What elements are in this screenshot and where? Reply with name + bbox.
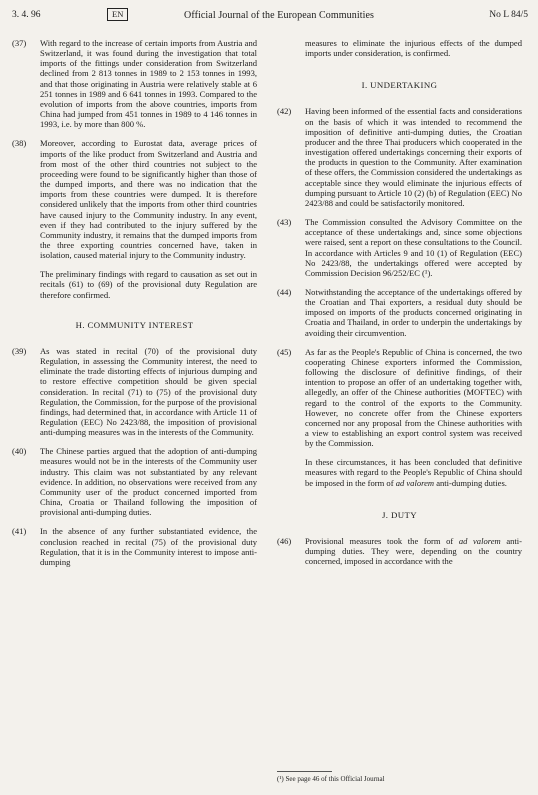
recital-38-conclusion: The preliminary findings with regard to causation as set out in recitals (61) to (69) of the provisional duty Regulation are therefore confirmed. xyxy=(40,269,257,300)
recital-text: As was stated in recital (70) of the provisional duty Regulation, in assessing the Community interest, the need to eliminate the trade distorting effects of injurious dumping and to restore effective competition should be given special consideration. In recital (71) to (75) of the provisional duty Regulation, the Commission, for the purpose of the provisional findings, had determined that, in accordance with Article 11 of Regulation (EEC) No 2423/88, the imposition of provisional anti-dumping measures was in the interests of the Community. xyxy=(40,345,257,438)
recital-number: (41) xyxy=(12,526,27,537)
page-reference: No L 84/5 xyxy=(489,10,528,20)
recital-number: (39) xyxy=(12,345,27,356)
right-column xyxy=(277,38,522,575)
text-run: In these circumstances, it has been concluded that definitive measures with regard to the People's Republic of China should be imposed in the form of xyxy=(305,457,522,488)
recital-text xyxy=(305,536,522,566)
page-header xyxy=(12,6,528,24)
recital-41-continuation: measures to eliminate the injurious effects of the dumped imports under consideration, is confirmed. xyxy=(305,38,522,59)
italic-term: ad valorem xyxy=(458,535,501,546)
left-column xyxy=(12,38,257,576)
recital-text: Moreover, according to Eurostat data, average prices of imports of the like product from Switzerland and Austria and from most of the other third countries not subject to the proceeding were found to be significantly higher than those of the dumped imports, and there was no indication that the imports from these countries were dumped. It is therefore considered unlikely that the imports from other third countries have caused injury to the Community industry. In any event, even if they had contributed to the injury suffered by the Community industry, it remains that the dumped imports from the three exporting countries concerned have, taken in isolation, caused material injury to the Community industry. xyxy=(40,138,257,261)
recital-number: (44) xyxy=(277,286,292,297)
recital-number: (45) xyxy=(277,346,292,357)
recital-number: (38) xyxy=(12,138,27,149)
recital-46 xyxy=(277,536,522,566)
text-run: anti-dumping duties. They were, depending on the country concerned, imposed in accordance with the xyxy=(305,535,522,567)
recital-45-conclusion xyxy=(277,457,522,487)
recital-38 xyxy=(12,138,257,260)
recital-number: (40) xyxy=(12,446,27,457)
recital-text: Having been informed of the essential facts and considerations on the basis of which it was intended to recommend the imposition of definitive anti-dumping duties, the Croatian producer and the three Thai producers which cooperated in the investigation offered undertakings concerning their exports of the products in question to the Community. After examination of these offers, the Commission considered the undertakings as acceptable since they would eliminate the injurious effects of dumping pursuant to Article 10 (2) (b) of Regulation (EEC) No 2423/88 and could be satisfactorily monitored. xyxy=(305,106,522,208)
italic-term: ad valorem xyxy=(395,477,435,488)
recital-41 xyxy=(12,526,257,567)
journal-title: Official Journal of the European Communities xyxy=(184,10,375,21)
text-run: anti-dumping duties. xyxy=(434,477,507,488)
recital-text: The Chinese parties argued that the adoption of anti-dumping measures would not be in the interests of the Community user industry. This claim was not substantiated by any relevant evidence. In addition, no observations were received from any Community user of the product concerned imported from China, Croatia or Thailand following the imposition of provisional anti-dumping duties. xyxy=(40,446,257,518)
recital-text: The Commission consulted the Advisory Committee on the acceptance of these undertakings and, since some objections were raised, sent a report on these consultations to the Council. In accordance with Articles 9 and 10 (1) of Regulation (EEC) No 2423/88, the undertakings offered were accepted by Commission Decision 96/252/EC (¹). xyxy=(305,217,522,278)
text-run: Provisional measures took the form of xyxy=(305,535,459,546)
language-code-box: EN xyxy=(107,8,128,21)
recital-number: (37) xyxy=(12,38,27,48)
footnote-divider xyxy=(277,771,332,772)
recital-text: With regard to the increase of certain imports from Austria and Switzerland, it was found during the investigation that total imports of the fittings under consideration from Switzerland declined from 2 813 tonnes in 1989 to 2 153 tonnes in 1993, and that those originating in Austria were relatively stable at 6 251 tonnes in 1989 and 6 641 tonnes in 1993. Compared to the evolution of imports from the above countries, imports from China had jumped from 451 tonnes in 1989 to 4 146 tonnes in 1993, i.e. by more than 800 %. xyxy=(40,38,257,130)
recital-43 xyxy=(277,217,522,278)
recital-44 xyxy=(277,287,522,338)
recital-number: (43) xyxy=(277,217,292,228)
footnote: (¹) See page 46 of this Official Journal xyxy=(277,775,385,783)
section-heading-h: H. COMMUNITY INTEREST xyxy=(75,319,194,330)
recital-number: (42) xyxy=(277,106,292,117)
recital-40 xyxy=(12,446,257,517)
header-date: 3. 4. 96 xyxy=(12,10,41,20)
recital-text: Notwithstanding the acceptance of the undertakings offered by the Croatian and Thai exporters, a residual duty should be imposed on imports of the products concerned originating in Croatia and Thailand, in order to underpin the undertakings by avoiding their circumvention. xyxy=(305,286,522,338)
recital-text: In the absence of any further substantiated evidence, the conclusion reached in recital (75) of the provisional duty Regulation, that it is in the Community interest to impose anti-dumping xyxy=(40,526,257,567)
section-heading-i: I. UNDERTAKING xyxy=(361,80,438,91)
recital-39 xyxy=(12,346,257,437)
recital-45 xyxy=(277,347,522,449)
recital-number: (46) xyxy=(277,535,292,546)
recital-42 xyxy=(277,106,522,208)
recital-text: As far as the People's Republic of China is concerned, the two cooperating Chinese exporters informed the Commission, following the disclosure of definitive findings, of their intention to propose an offer of an undertaking together with, allegedly, an offer of the Chinese authorities (MOFTEC) with regard to the control of the exports to the Community. However, no concrete offer from the Chinese exporters concerned nor any proposal from the Chinese authorities with a view to establishing an export control system was received by the Commission. xyxy=(305,346,522,449)
section-heading-j: J. DUTY xyxy=(381,509,418,520)
recital-37 xyxy=(12,38,257,129)
